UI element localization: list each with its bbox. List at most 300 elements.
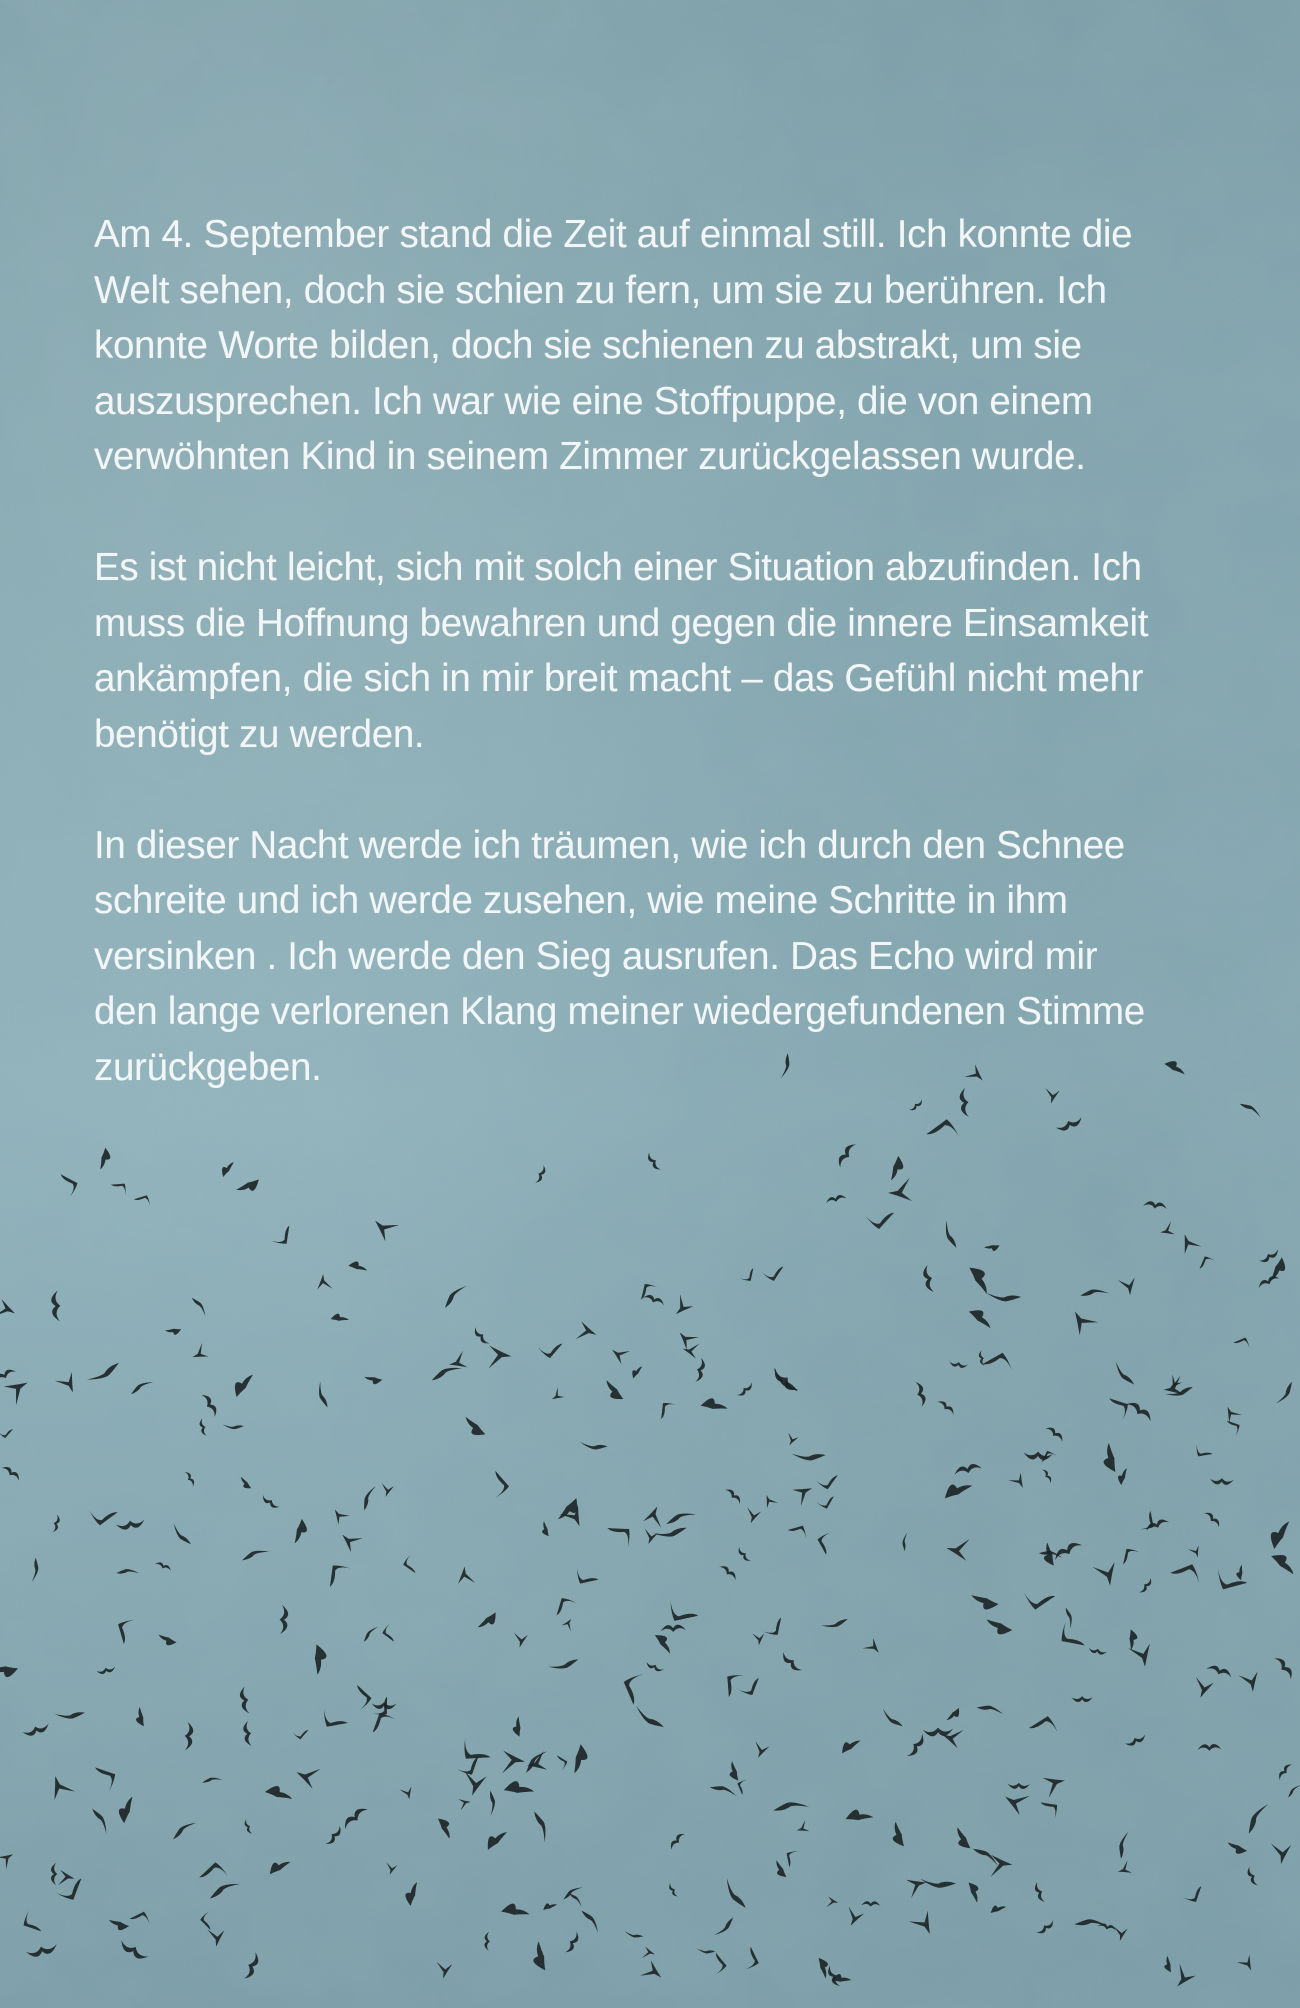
bird-silhouette <box>202 1771 223 1791</box>
bird-silhouette <box>660 1624 686 1632</box>
bird-silhouette <box>761 1617 787 1639</box>
bird-silhouette <box>1237 1952 1258 1973</box>
bird-silhouette <box>640 1959 666 1983</box>
bird-silhouette <box>260 1494 280 1510</box>
bird-silhouette <box>1052 1539 1083 1561</box>
paragraph-line: versinken . Ich werde den Sieg ausrufen. Das Echo wird mir <box>94 934 1098 978</box>
bird-silhouette <box>95 1148 113 1171</box>
bird-silhouette <box>199 1910 214 1930</box>
bird-silhouette <box>1210 1477 1234 1485</box>
bird-silhouette <box>946 1539 973 1563</box>
bird-silhouette <box>310 1644 329 1676</box>
bird-silhouette <box>483 1829 510 1850</box>
bird-silhouette <box>984 1243 1000 1251</box>
bird-silhouette <box>1118 1273 1141 1297</box>
paragraph-line: Am 4. September stand die Zeit auf einmal still. Ich konnte die <box>94 213 1133 256</box>
bird-silhouette <box>1288 1783 1300 1799</box>
bird-silhouette <box>616 1668 650 1705</box>
bird-silhouette <box>909 1907 941 1939</box>
bird-silhouette <box>43 1772 75 1805</box>
bird-silhouette <box>1116 1860 1135 1879</box>
bird-silhouette <box>781 1846 801 1867</box>
bird-silhouette <box>1038 1768 1069 1798</box>
bird-silhouette <box>475 1612 500 1630</box>
paragraph-line: In dieser Nacht werde ich träumen, wie ich durch den Schnee <box>94 823 1125 867</box>
bird-silhouette <box>1188 1543 1204 1559</box>
bird-silhouette <box>22 1722 50 1738</box>
bird-silhouette <box>881 1709 905 1727</box>
bird-silhouette <box>86 1503 118 1529</box>
bird-silhouette <box>61 1172 79 1198</box>
bird-silhouette <box>0 1848 16 1869</box>
bird-silhouette <box>489 1471 512 1500</box>
bird-silhouette <box>1111 1361 1139 1384</box>
bird-silhouette <box>813 1528 836 1554</box>
paragraph-1 <box>94 207 1224 485</box>
bird-silhouette <box>1103 1443 1116 1472</box>
bird-silhouette <box>455 1795 472 1811</box>
bird-silhouette <box>218 1160 237 1177</box>
bird-silhouette <box>747 1507 762 1523</box>
bird-silhouette <box>576 1321 597 1340</box>
bird-silhouette <box>184 1722 194 1751</box>
bird-silhouette <box>635 1706 665 1727</box>
bird-silhouette <box>543 1902 558 1910</box>
bird-silhouette <box>364 1625 379 1644</box>
bird-silhouette <box>111 1178 131 1199</box>
bird-silhouette <box>222 1416 243 1435</box>
bird-silhouette <box>1033 1881 1046 1903</box>
bird-silhouette <box>671 1294 695 1319</box>
bird-silhouette <box>923 1727 953 1736</box>
bird-silhouette <box>55 1368 83 1396</box>
bird-silhouette <box>902 1871 929 1898</box>
bird-silhouette <box>1115 1467 1131 1485</box>
bird-silhouette <box>1045 1424 1066 1442</box>
bird-silhouette <box>130 1907 154 1928</box>
bird-silhouette <box>0 1661 18 1679</box>
bird-silhouette <box>1143 1200 1168 1210</box>
bird-silhouette <box>892 1821 904 1847</box>
bird-silhouette <box>1118 1545 1141 1565</box>
bird-silhouette <box>567 1744 591 1775</box>
bird-silhouette <box>1265 1518 1295 1549</box>
bird-silhouette <box>653 1514 687 1547</box>
bird-silhouette <box>920 1865 956 1897</box>
bird-silhouette <box>629 1364 644 1378</box>
paragraph-line: schreite und ich werde zusehen, wie meine Schritte in ihm <box>94 879 1068 922</box>
bird-silhouette <box>959 1088 971 1118</box>
bird-silhouette <box>116 1562 139 1584</box>
bird-silhouette <box>1088 1647 1107 1656</box>
bird-silhouette <box>668 1831 686 1851</box>
bird-silhouette <box>1158 1221 1178 1240</box>
bird-silhouette <box>118 1939 150 1963</box>
bird-silhouette <box>1125 1399 1154 1423</box>
bird-silhouette <box>115 1794 139 1823</box>
paragraph-line: den lange verlorenen Klang meiner wiedergefundenen Stimme <box>94 990 1145 1033</box>
bird-silhouette <box>710 1781 737 1803</box>
bird-silhouette <box>1197 1744 1221 1751</box>
bird-silhouette <box>501 1901 531 1921</box>
bird-silhouette <box>760 1493 778 1511</box>
bird-silhouette <box>243 1951 262 1981</box>
bird-silhouette <box>372 1702 397 1709</box>
bird-silhouette <box>1191 1441 1212 1463</box>
bird-silhouette <box>914 1380 927 1407</box>
bird-silhouette <box>864 1209 894 1231</box>
paragraph-line: konnte Worte bilden, doch sie schienen zu abstrakt, um sie <box>94 324 1082 367</box>
bird-silhouette <box>964 1063 987 1085</box>
bird-silhouette <box>969 1263 991 1296</box>
bird-silhouette <box>1093 1557 1124 1589</box>
bird-silhouette <box>1197 1254 1216 1269</box>
bird-silhouette <box>624 1926 643 1941</box>
bird-silhouette <box>835 1141 857 1169</box>
bird-silhouette <box>839 1737 862 1753</box>
bird-silhouette <box>511 1716 523 1737</box>
bird-silhouette <box>825 1194 847 1205</box>
bird-silhouette <box>1170 1557 1206 1590</box>
bird-silhouette <box>465 1770 488 1796</box>
bird-silhouette <box>645 1661 665 1674</box>
bird-silhouette <box>154 1561 172 1572</box>
bird-silhouette <box>324 1825 344 1847</box>
bird-silhouette <box>348 1259 368 1275</box>
bird-silhouette <box>453 1565 475 1588</box>
bird-silhouette <box>533 1941 546 1970</box>
bird-silhouette <box>51 1290 62 1322</box>
bird-silhouette <box>674 1328 699 1352</box>
bird-silhouette <box>187 1298 209 1316</box>
bird-silhouette <box>242 1542 269 1571</box>
bird-silhouette <box>1 1464 22 1482</box>
bird-silhouette <box>289 1519 311 1546</box>
bird-silhouette <box>863 1636 884 1657</box>
bird-silhouette <box>898 1532 914 1551</box>
bird-silhouette <box>561 1617 574 1631</box>
bird-silhouette <box>969 1305 994 1333</box>
bird-silhouette <box>1245 1866 1259 1887</box>
bird-silhouette <box>548 1648 578 1679</box>
bird-silhouette <box>643 1506 663 1528</box>
bird-silhouette <box>571 1563 599 1591</box>
bird-silhouette <box>576 1910 603 1932</box>
bird-silhouette <box>779 1651 803 1674</box>
bird-silhouette <box>819 1957 829 1979</box>
bird-silhouette <box>169 1523 195 1544</box>
bird-silhouette <box>534 1165 547 1185</box>
bird-silhouette <box>116 1518 146 1531</box>
bird-silhouette <box>949 1360 968 1368</box>
bird-silhouette <box>718 1668 749 1697</box>
bird-silhouette <box>52 1514 62 1533</box>
bird-silhouette <box>134 1190 154 1209</box>
bird-silhouette <box>361 1486 380 1511</box>
bird-silhouette <box>0 1298 17 1318</box>
bird-silhouette <box>1206 1663 1233 1678</box>
bird-silhouette <box>944 1708 962 1723</box>
bird-silhouette <box>795 1820 812 1837</box>
bird-silhouette <box>846 1808 874 1824</box>
bird-silhouette <box>736 1546 752 1563</box>
bird-silhouette <box>1164 1057 1187 1079</box>
bird-silhouette <box>683 1344 701 1360</box>
bird-silhouette <box>886 1178 918 1208</box>
bird-silhouette <box>269 1226 296 1250</box>
bird-silhouette <box>292 1728 309 1740</box>
bird-silhouette <box>557 1755 568 1771</box>
paragraph-line: ankämpfen, die sich in mir breit macht – das Gefühl nicht mehr <box>94 657 1144 700</box>
bird-silhouette <box>1041 1468 1053 1484</box>
bird-silhouette <box>552 1594 578 1615</box>
bird-silhouette <box>95 1763 119 1794</box>
bird-silhouette <box>846 1907 865 1928</box>
bird-silhouette <box>265 1782 294 1805</box>
paragraph-2 <box>94 540 1224 762</box>
bird-silhouette <box>825 1895 838 1907</box>
bird-silhouette <box>190 1343 212 1365</box>
bird-silhouette <box>1175 1231 1201 1258</box>
bird-silhouette <box>242 1721 253 1747</box>
bird-silhouette <box>792 1439 826 1470</box>
paragraph-line: muss die Hoffnung bewahren und gegen die innere Einsamkeit <box>94 601 1149 645</box>
bird-silhouette <box>87 1353 119 1389</box>
bird-silhouette <box>1271 1549 1297 1579</box>
bird-silhouette <box>484 1932 490 1951</box>
bird-silhouette <box>694 1357 706 1383</box>
bird-silhouette <box>1248 1804 1269 1834</box>
bird-silhouette <box>329 1506 350 1527</box>
bird-silhouette <box>724 1486 743 1504</box>
bird-silhouette <box>238 1686 250 1714</box>
bird-silhouette <box>786 1432 799 1446</box>
bird-silhouette <box>1029 1711 1062 1739</box>
bird-silhouette <box>337 1530 363 1554</box>
bird-silhouette <box>667 1883 679 1899</box>
bird-silhouette <box>1181 1886 1205 1905</box>
bird-silhouette <box>969 1589 999 1614</box>
bird-silhouette <box>969 1881 981 1903</box>
bird-silhouette <box>738 1268 757 1284</box>
bird-silhouette <box>1055 1618 1085 1653</box>
bird-silhouette <box>954 1825 971 1851</box>
bird-silhouette <box>643 1293 666 1306</box>
bird-silhouette <box>752 1630 767 1646</box>
bird-silhouette <box>1114 1925 1129 1942</box>
bird-silhouette <box>736 1678 762 1698</box>
bird-silhouette <box>714 1914 733 1938</box>
bird-silhouette <box>399 1784 416 1802</box>
bird-silhouette <box>313 1273 332 1294</box>
bird-silhouette <box>770 1367 799 1395</box>
bird-silhouette <box>645 1152 662 1173</box>
bird-silhouette <box>816 1496 835 1509</box>
bird-silhouette <box>537 1341 563 1359</box>
bird-silhouette <box>1126 1629 1139 1650</box>
bird-silhouette <box>199 1860 230 1884</box>
bird-silhouette <box>1138 1577 1154 1595</box>
bird-silhouette <box>1055 1116 1084 1134</box>
bird-silhouette <box>382 1623 394 1642</box>
bird-silhouette <box>173 1817 196 1845</box>
bird-silhouette <box>773 1791 809 1826</box>
bird-silhouette <box>1002 1791 1030 1817</box>
bird-silhouette <box>235 1179 261 1193</box>
bird-silhouette <box>85 1809 113 1834</box>
bird-silhouette <box>821 1609 848 1636</box>
bird-silhouette <box>1203 1510 1222 1529</box>
bird-silhouette <box>96 1666 116 1676</box>
bird-silhouette <box>762 1267 784 1282</box>
bird-silhouette <box>184 1470 196 1487</box>
bird-silhouette <box>719 1563 739 1581</box>
bird-silhouette <box>983 1347 1017 1377</box>
bird-silhouette <box>447 1351 472 1375</box>
bird-silhouette <box>1235 1564 1246 1580</box>
bird-silhouette <box>514 1631 529 1648</box>
paragraph-line: benötigt zu werden. <box>94 712 425 756</box>
bird-silhouette <box>984 1614 1012 1639</box>
bird-silhouette <box>953 1462 982 1476</box>
bird-silhouette <box>1258 1248 1280 1264</box>
bird-silhouette <box>1257 1274 1280 1289</box>
bird-silhouette <box>921 1265 935 1294</box>
paragraph-line: verwöhnten Kind in seinem Zimmer zurückgelassen wurde. <box>94 435 1086 478</box>
bird-silhouette <box>402 1880 423 1906</box>
bird-silhouette <box>1226 1838 1247 1857</box>
bird-silhouette <box>243 1819 253 1835</box>
bird-silhouette <box>26 1943 59 1959</box>
bird-silhouette <box>719 1878 754 1908</box>
bird-silhouette <box>322 1559 354 1587</box>
bird-silhouette <box>55 1699 85 1728</box>
bird-silhouette <box>483 1341 513 1368</box>
bird-silhouette <box>607 1518 637 1551</box>
bird-silhouette <box>51 1863 57 1886</box>
bird-silhouette <box>906 1733 927 1760</box>
bird-silhouette <box>1008 1470 1029 1491</box>
paragraph-line: auszusprechen. Ich war wie eine Stoffpuppe, die von einem <box>94 379 1093 423</box>
bird-silhouette <box>20 1909 41 1936</box>
bird-silhouette <box>1276 1381 1292 1404</box>
bird-silhouette <box>642 1946 655 1958</box>
bird-silhouette <box>789 1479 816 1506</box>
bird-silhouette <box>1164 1956 1172 1973</box>
bird-silhouette <box>541 1521 548 1537</box>
bird-silhouette <box>1136 1511 1160 1535</box>
bird-silhouette <box>436 1960 454 1980</box>
bird-silhouette <box>229 1371 257 1397</box>
bird-silhouette <box>472 1326 491 1346</box>
bird-silhouette <box>53 1878 85 1903</box>
bird-silhouette <box>131 1376 153 1401</box>
bird-silhouette <box>111 1613 140 1644</box>
bird-silhouette <box>603 1377 623 1404</box>
bird-silhouette <box>136 1707 145 1727</box>
bird-silhouette <box>1233 1334 1253 1352</box>
bird-silhouette <box>462 1413 485 1440</box>
bird-silhouette <box>564 1931 581 1955</box>
paragraph-line: zurückgeben. <box>94 1045 322 1089</box>
bird-silhouette <box>445 1283 467 1311</box>
bird-silhouette <box>56 1868 75 1885</box>
bird-silhouette <box>1045 1087 1061 1104</box>
bird-silhouette <box>937 1220 966 1248</box>
bird-silhouette <box>198 1418 207 1437</box>
bird-silhouette <box>279 1605 289 1635</box>
bird-silhouette <box>736 1382 755 1399</box>
bird-silhouette <box>165 1326 182 1335</box>
bird-silhouette <box>908 1099 924 1113</box>
bird-silhouette <box>363 1373 382 1387</box>
bird-silhouette <box>1271 1840 1294 1866</box>
bird-silhouette <box>455 1756 483 1778</box>
bird-silhouette <box>990 1904 1007 1913</box>
bird-silhouette <box>816 1475 838 1490</box>
bird-silhouette <box>1113 1832 1136 1859</box>
bird-silhouette <box>774 1859 787 1879</box>
bird-silhouette <box>267 1858 292 1874</box>
bird-silhouette <box>1109 1394 1132 1422</box>
bird-silhouette <box>1220 1404 1241 1425</box>
bird-silhouette <box>1276 1762 1293 1781</box>
bird-silhouette <box>936 1398 956 1415</box>
bird-silhouette <box>0 1427 13 1439</box>
bird-silhouette <box>1240 1103 1261 1118</box>
bird-silhouette <box>523 1811 556 1842</box>
bird-silhouette <box>1065 1307 1098 1339</box>
bird-silhouette <box>479 1791 502 1816</box>
bird-silhouette <box>655 1398 679 1419</box>
bird-silhouette <box>1080 1281 1109 1309</box>
bird-silhouette <box>295 1766 321 1789</box>
paragraph-line: Welt sehen, doch sie schien zu fern, um sie zu berühren. Ich <box>94 268 1107 312</box>
bird-silhouette <box>369 1215 399 1244</box>
bird-silhouette <box>210 1874 241 1908</box>
bird-silhouette <box>1041 1796 1062 1821</box>
bird-silhouette <box>1144 1517 1169 1532</box>
bird-silhouette <box>729 1761 738 1781</box>
bird-silhouette <box>788 1520 811 1542</box>
bird-silhouette <box>697 1942 716 1958</box>
bird-silhouette <box>927 1115 964 1145</box>
bird-silhouette <box>1239 1667 1265 1694</box>
bird-silhouette <box>0 1367 17 1384</box>
bird-silhouette <box>710 1953 729 1977</box>
bird-silhouette <box>1057 1608 1079 1629</box>
bird-silhouette <box>1125 1734 1148 1749</box>
bird-silhouette <box>23 1558 44 1583</box>
bird-silhouette <box>382 1483 395 1497</box>
bird-silhouette <box>200 1392 220 1418</box>
bird-silhouette <box>525 1751 552 1777</box>
paragraph-line: Es ist nicht leicht, sich mit solch einer Situation abzufinden. Ich <box>94 546 1142 589</box>
bird-silhouette <box>861 1901 880 1907</box>
bird-silhouette <box>885 1156 907 1183</box>
bird-silhouette <box>239 1475 251 1491</box>
bird-silhouette <box>341 1804 369 1830</box>
story-text <box>94 207 1224 1151</box>
bird-silhouette <box>943 1481 974 1498</box>
bird-silhouette <box>609 1346 630 1366</box>
bird-silhouette <box>644 1529 658 1545</box>
bird-silhouette <box>1172 1964 1198 1992</box>
bird-silhouette <box>310 1381 337 1407</box>
bird-silhouette <box>497 1746 526 1773</box>
bird-silhouette <box>774 1053 795 1078</box>
bird-silhouette <box>563 1882 582 1904</box>
